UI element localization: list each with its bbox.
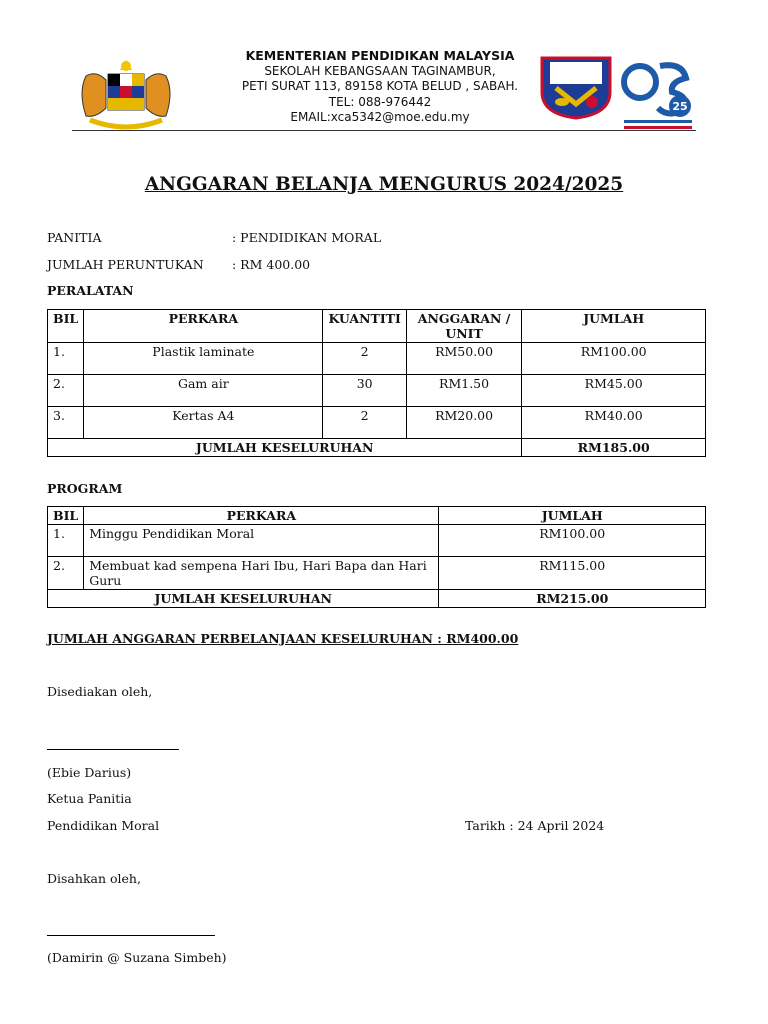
cell-perkara: Membuat kad sempena Hari Ibu, Hari Bapa dan Hari Guru	[84, 557, 439, 590]
col-header-kuantiti: KUANTITI	[323, 310, 406, 343]
cell-jumlah: RM100.00	[439, 525, 706, 557]
table-row	[48, 557, 706, 590]
program-heading: PROGRAM	[47, 481, 123, 496]
cell-bil: 1.	[48, 343, 84, 375]
cell-kuantiti: 2	[323, 407, 406, 439]
table-total-row	[48, 590, 706, 608]
peralatan-table	[47, 309, 706, 457]
grand-total: JUMLAH ANGGARAN PERBELANJAAN KESELURUHAN : RM400.00	[47, 631, 519, 646]
prepared-role: Ketua Panitia	[47, 791, 132, 806]
table-total-row	[48, 439, 706, 457]
peralatan-heading: PERALATAN	[47, 283, 134, 298]
school-crest-icon	[536, 52, 616, 120]
program-table	[47, 506, 706, 608]
cell-jumlah: RM100.00	[522, 343, 706, 375]
panitia-value: : PENDIDIKAN MORAL	[232, 230, 382, 245]
signature-line	[47, 935, 215, 936]
cell-anggaran: RM1.50	[406, 375, 522, 407]
school-address: PETI SURAT 113, 89158 KOTA BELUD , SABAH.	[241, 79, 519, 93]
cell-jumlah: RM40.00	[522, 407, 706, 439]
total-label: JUMLAH KESELURUHAN	[48, 439, 522, 457]
table-row	[48, 407, 706, 439]
cell-anggaran: RM50.00	[406, 343, 522, 375]
malaysia-coat-of-arms-icon	[72, 56, 180, 136]
page-title: ANGGARAN BELANJA MENGURUS 2024/2025	[144, 174, 624, 195]
panitia-label: PANITIA	[47, 230, 102, 245]
approved-by-label: Disahkan oleh,	[47, 871, 141, 886]
total-label: JUMLAH KESELURUHAN	[48, 590, 439, 608]
cell-jumlah: RM115.00	[439, 557, 706, 590]
table-row	[48, 375, 706, 407]
cell-kuantiti: 30	[323, 375, 406, 407]
col-header-perkara: PERKARA	[84, 507, 439, 525]
approved-name: (Damirin @ Suzana Simbeh)	[47, 950, 227, 965]
col-header-perkara: PERKARA	[84, 310, 323, 343]
school-email: EMAIL:xca5342@moe.edu.my	[290, 110, 470, 124]
table-header-row	[48, 310, 706, 343]
letterhead	[210, 48, 550, 126]
header-divider	[72, 130, 696, 131]
cell-bil: 2.	[48, 557, 84, 590]
table-header-row	[48, 507, 706, 525]
table-row	[48, 343, 706, 375]
ts25-number: 25	[672, 100, 688, 113]
cell-kuantiti: 2	[323, 343, 406, 375]
cell-bil: 1.	[48, 525, 84, 557]
prepared-name: (Ebie Darius)	[47, 765, 132, 780]
date-label: Tarikh : 24 April 2024	[465, 818, 605, 833]
cell-perkara: Minggu Pendidikan Moral	[84, 525, 439, 557]
ts25-logo-icon	[620, 52, 696, 132]
peruntukan-label: JUMLAH PERUNTUKAN	[47, 257, 204, 272]
col-header-bil: BIL	[48, 507, 84, 525]
cell-perkara: Plastik laminate	[84, 343, 323, 375]
peruntukan-value: : RM 400.00	[232, 257, 311, 272]
school-tel: TEL: 088-976442	[328, 94, 432, 109]
cell-perkara: Kertas A4	[84, 407, 323, 439]
school-name: SEKOLAH KEBANGSAAN TAGINAMBUR,	[264, 63, 496, 78]
prepared-dept: Pendidikan Moral	[47, 818, 160, 833]
ministry-name: KEMENTERIAN PENDIDIKAN MALAYSIA	[245, 48, 515, 63]
table-row	[48, 525, 706, 557]
signature-line	[47, 749, 179, 750]
cell-perkara: Gam air	[84, 375, 323, 407]
total-value: RM215.00	[439, 590, 706, 608]
cell-anggaran: RM20.00	[406, 407, 522, 439]
cell-bil: 2.	[48, 375, 84, 407]
col-header-anggaran: ANGGARAN / UNIT	[406, 310, 522, 343]
col-header-jumlah: JUMLAH	[439, 507, 706, 525]
total-value: RM185.00	[522, 439, 706, 457]
col-header-jumlah: JUMLAH	[522, 310, 706, 343]
prepared-by-label: Disediakan oleh,	[47, 684, 153, 699]
col-header-bil: BIL	[48, 310, 84, 343]
cell-jumlah: RM45.00	[522, 375, 706, 407]
cell-bil: 3.	[48, 407, 84, 439]
